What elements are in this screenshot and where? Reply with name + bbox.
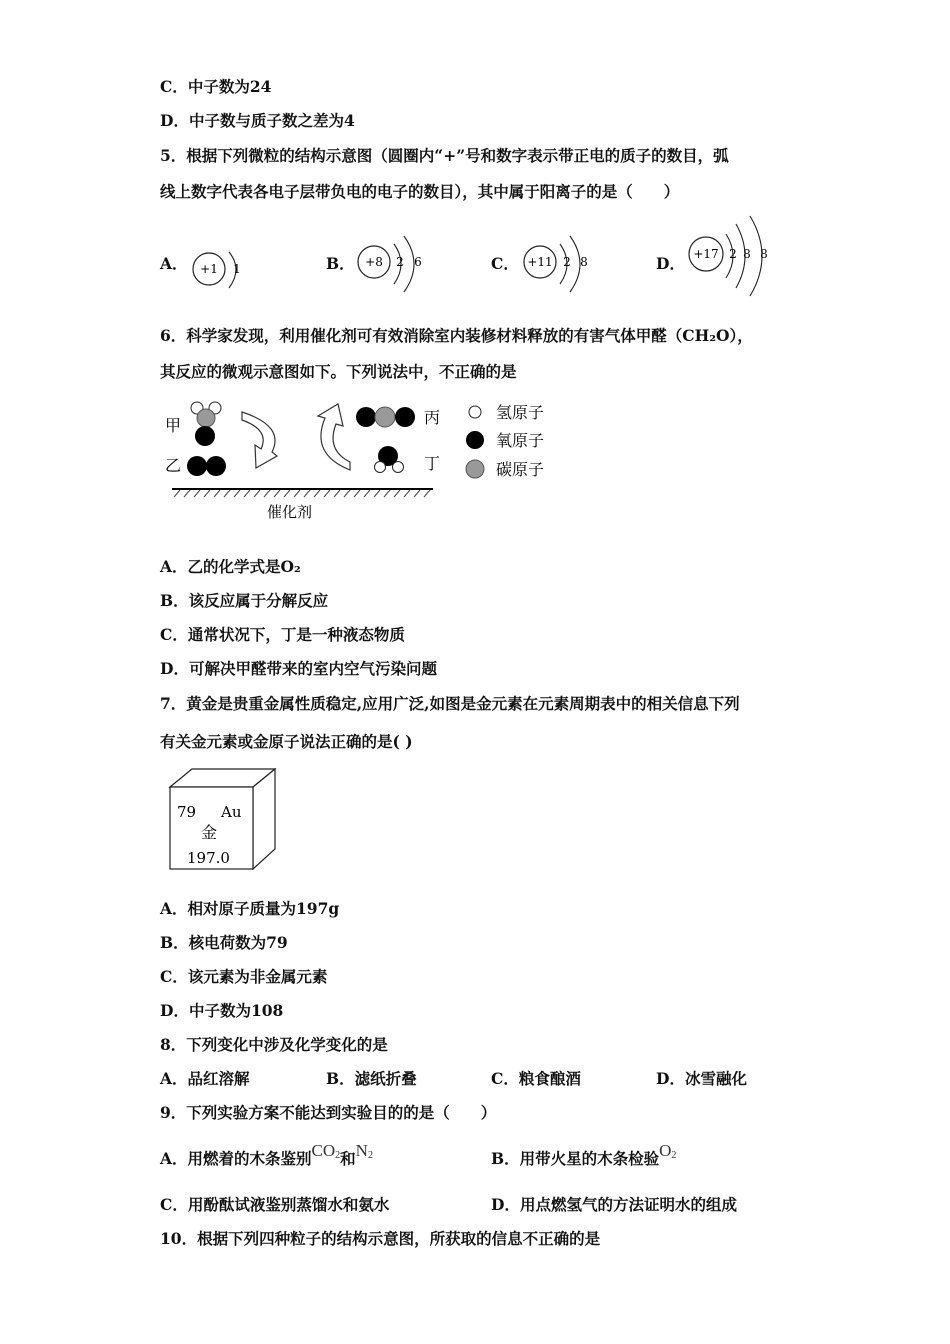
q7-option-c: C．该元素为非金属元素 xyxy=(160,967,328,986)
q7-element-card xyxy=(165,765,285,875)
q5-atom-diagram-b xyxy=(352,230,442,300)
q5-c-nucleus: +11 xyxy=(527,255,553,269)
q6-ding-hydrogen-1 xyxy=(375,462,386,473)
q6-option-a: A．乙的化学式是O₂ xyxy=(160,557,301,576)
q6-legend-carbon: 碳原子 xyxy=(496,460,545,479)
q6-label-catalyst: 催化剂 xyxy=(267,503,313,521)
q6-bing-carbon xyxy=(375,407,395,427)
q6-stem-line2: 其反应的微观示意图如下。下列说法中，不正确的是 xyxy=(160,362,517,381)
q8-option-a: A．品红溶解 xyxy=(160,1069,250,1088)
q7-element-symbol: Au xyxy=(221,803,242,821)
q6-yi-oxygen-1 xyxy=(187,456,207,476)
q7-stem-line1: 7．黄金是贵重金属性质稳定,应用广泛,如图是金元素在元素周期表中的相关信息下列 xyxy=(160,694,740,713)
q7-stem-line2: 有关金元素或金原子说法正确的是( ) xyxy=(160,732,413,751)
q7-option-a: A．相对原子质量为197g xyxy=(160,899,340,918)
q6-yi-oxygen-2 xyxy=(206,456,226,476)
q6-option-c: C．通常状况下，丁是一种液态物质 xyxy=(160,625,405,644)
q9-option-a-text: A．用燃着的木条鉴别 xyxy=(160,1149,312,1168)
q9-option-a-and: 和 xyxy=(340,1149,356,1168)
q6-stem-line1: 6．科学家发现，利用催化剂可有效消除室内装修材料释放的有害气体甲醛（CH₂O）， xyxy=(160,326,753,345)
q6-legend-oxygen-icon xyxy=(466,431,484,449)
q6-label-bing: 丙 xyxy=(424,408,441,427)
q5-d-shell-2: 8 xyxy=(743,247,751,261)
q8-option-d: D．冰雪融化 xyxy=(656,1069,747,1088)
q9-formula-n2: $N_2$ xyxy=(355,1141,373,1161)
q9-option-b-text: B．用带火星的木条检验 xyxy=(491,1149,660,1168)
q5-b-shell-2: 6 xyxy=(414,255,422,269)
q9-stem: 9．下列实验方案不能达到实验目的的是（ ） xyxy=(160,1103,497,1122)
q5-a-nucleus: +1 xyxy=(200,262,218,276)
q4-option-d: D．中子数与质子数之差为4 xyxy=(160,111,355,130)
q6-legend-hydrogen: 氢原子 xyxy=(496,403,545,422)
q5-a-shell-1: 1 xyxy=(233,262,241,276)
q7-atomic-mass: 197.0 xyxy=(187,849,230,867)
q6-jia-carbon xyxy=(197,409,215,427)
q5-d-nucleus: +17 xyxy=(693,247,719,261)
q5-atom-diagram-a xyxy=(185,240,255,300)
q5-options xyxy=(0,210,950,300)
q6-label-ding: 丁 xyxy=(424,454,441,473)
q5-option-c-label: C． xyxy=(491,254,519,273)
q9-formula-co2: $CO_2$ xyxy=(311,1141,341,1161)
q5-option-a-label: A． xyxy=(160,254,188,273)
q5-option-b-label: B． xyxy=(326,254,355,273)
q5-option-d-label: D． xyxy=(656,254,685,273)
q6-legend-carbon-icon xyxy=(466,460,484,478)
q6-arrow-left xyxy=(242,412,277,468)
q8-option-b: B．滤纸折叠 xyxy=(326,1069,417,1088)
q5-atom-diagram-d xyxy=(684,214,784,300)
q9-option-c: C．用酚酞试液鉴别蒸馏水和氨水 xyxy=(160,1195,390,1214)
q6-option-d: D．可解决甲醛带来的室内空气污染问题 xyxy=(160,659,437,678)
q5-c-shell-2: 8 xyxy=(580,255,588,269)
q5-atom-diagram-c xyxy=(518,230,608,300)
q4-option-c: C．中子数为24 xyxy=(160,77,272,96)
q6-option-b: B．该反应属于分解反应 xyxy=(160,591,329,610)
q8-stem: 8．下列变化中涉及化学变化的是 xyxy=(160,1035,388,1054)
q9-option-d: D．用点燃氢气的方法证明水的组成 xyxy=(491,1195,737,1214)
q7-option-d: D．中子数为108 xyxy=(160,1001,284,1020)
q5-b-shell-1: 2 xyxy=(396,255,404,269)
q5-c-shell-1: 2 xyxy=(563,255,571,269)
q6-bing-oxygen-1 xyxy=(356,407,376,427)
q6-ding-hydrogen-2 xyxy=(393,462,404,473)
q9-formula-o2: $O_2$ xyxy=(659,1141,677,1161)
q6-label-yi: 乙 xyxy=(165,456,182,475)
q9-option-b xyxy=(491,1141,677,1175)
q6-label-jia: 甲 xyxy=(165,416,182,435)
q5-b-nucleus: +8 xyxy=(365,255,383,269)
q5-d-shell-1: 2 xyxy=(729,247,737,261)
q10-stem: 10．根据下列四种粒子的结构示意图，所获取的信息不正确的是 xyxy=(160,1229,601,1248)
q7-atomic-number: 79 xyxy=(177,803,197,821)
q5-stem-line2: 线上数字代表各电子层带负电的电子的数目），其中属于阳离子的是（ ） xyxy=(160,182,680,201)
q6-catalyst-hatching xyxy=(174,490,430,497)
q7-option-b: B．核电荷数为79 xyxy=(160,933,288,952)
q6-legend-oxygen: 氧原子 xyxy=(496,431,545,450)
q6-bing-oxygen-2 xyxy=(395,407,415,427)
q8-option-c: C．粮食酿酒 xyxy=(491,1069,581,1088)
q5-stem-line1: 5．根据下列微粒的结构示意图（圆圈内“+”号和数字表示带正电的质子的数目，弧 xyxy=(160,146,729,165)
q5-d-shell-3: 8 xyxy=(760,247,768,261)
q6-reaction-diagram xyxy=(160,396,580,526)
q7-element-name: 金 xyxy=(201,823,218,842)
q6-legend-hydrogen-icon xyxy=(469,406,481,418)
q6-jia-oxygen xyxy=(195,426,215,446)
q6-arrow-right xyxy=(318,404,350,470)
q9-option-a xyxy=(160,1141,373,1175)
